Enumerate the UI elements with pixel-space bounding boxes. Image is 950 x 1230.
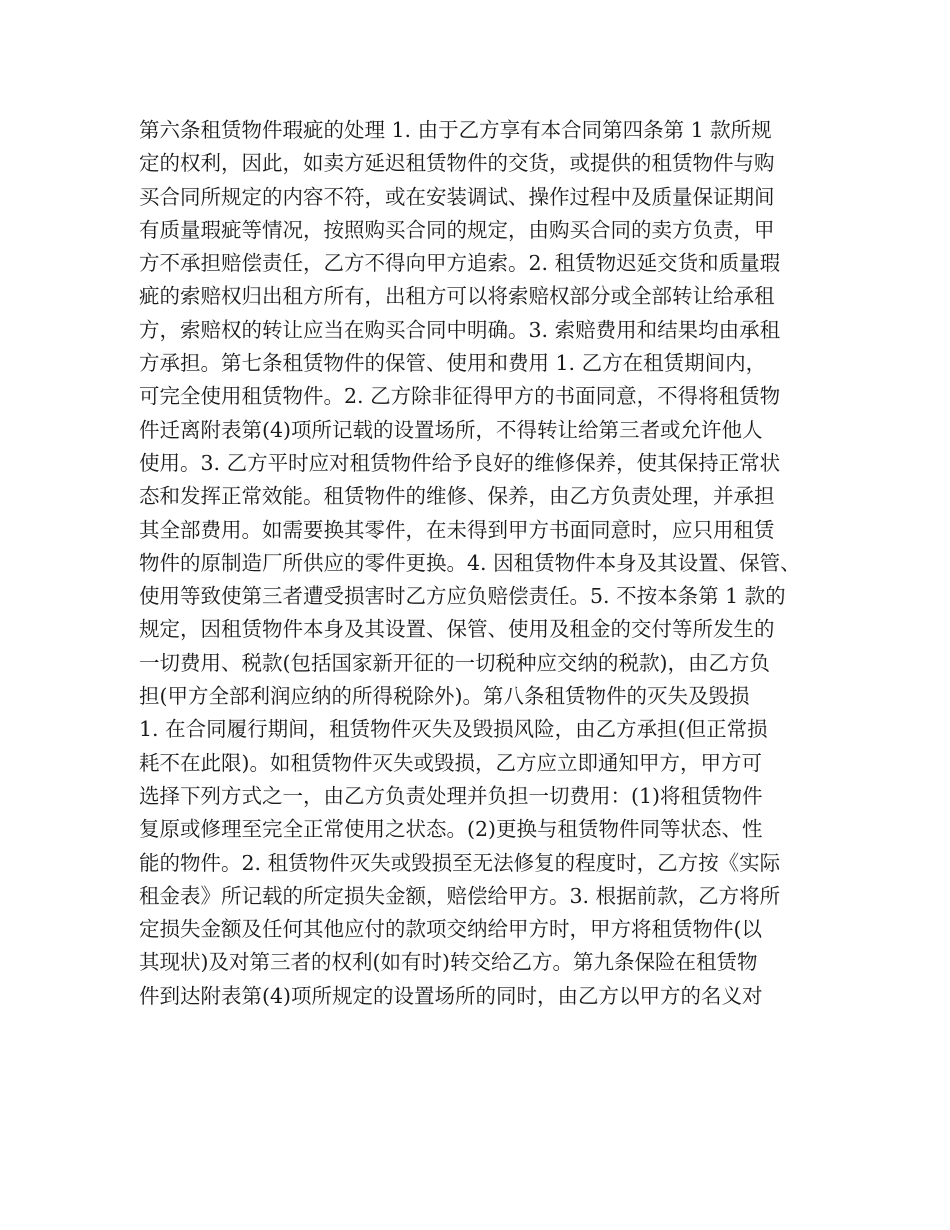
- text-line: 1. 在合同履行期间，租赁物件灭失及毁损风险，由乙方承担(但正常损: [139, 717, 768, 742]
- text-line: 租金表》所记载的所定损失金额，赔偿给甲方。3. 根据前款，乙方将所: [139, 883, 781, 908]
- text-line: 买合同所规定的内容不符，或在安装调试、操作过程中及质量保证期间: [139, 184, 775, 209]
- text-line: 能的物件。2. 租赁物件灭失或毁损至无法修复的程度时，乙方按《实际: [139, 850, 781, 875]
- text-line: 其现状)及对第三者的权利(如有时)转交给乙方。第九条保险在租赁物: [139, 950, 758, 975]
- text-line: 复原或修理至完全正常使用之状态。(2)更换与租赁物件同等状态、性: [139, 817, 763, 842]
- text-line: 耗不在此限)。如租赁物件灭失或毁损，乙方应立即通知甲方，甲方可: [139, 750, 762, 775]
- text-line: 方，索赔权的转让应当在购买合同中明确。3. 索赔费用和结果均由承租: [139, 317, 781, 342]
- text-line: 件迁离附表第(4)项所记载的设置场所，不得转让给第三者或允许他人: [139, 417, 763, 442]
- text-line: 定的权利，因此，如卖方延迟租赁物件的交货，或提供的租赁物件与购: [139, 151, 775, 176]
- text-line: 方承担。第七条租赁物件的保管、使用和费用 1. 乙方在租赁期间内，: [139, 351, 767, 376]
- text-line: 一切费用、税款(包括国家新开征的一切税种应交纳的税款)，由乙方负: [139, 650, 770, 675]
- text-line: 定损失金额及任何其他应付的款项交纳给甲方时，甲方将租赁物件(以: [139, 917, 762, 942]
- contract-text-block: [139, 114, 829, 1013]
- text-line: 担(甲方全部利润应纳的所得税除外)。第八条租赁物件的灭失及毁损: [139, 684, 750, 709]
- text-line: 使用。3. 乙方平时应对租赁物件给予良好的维修保养，使其保持正常状: [139, 450, 781, 475]
- text-line: 第六条租赁物件瑕疵的处理 1. 由于乙方享有本合同第四条第 1 款所规: [139, 118, 772, 142]
- text-line: 规定，因租赁物件本身及其设置、保管、使用及租金的交付等所发生的: [139, 617, 775, 642]
- text-line: 选择下列方式之一，由乙方负责处理并负担一切费用：(1)将租赁物件: [139, 783, 763, 808]
- text-line: 可完全使用租赁物件。2. 乙方除非征得甲方的书面同意，不得将租赁物: [139, 384, 781, 409]
- text-line: 疵的索赔权归出租方所有，出租方可以将索赔权部分或全部转让给承租: [139, 284, 775, 309]
- text-line: 方不承担赔偿责任，乙方不得向甲方追索。2. 租赁物迟延交货和质量瑕: [139, 251, 781, 276]
- text-line: 有质量瑕疵等情况，按照购买合同的规定，由购买合同的卖方负责，甲: [139, 217, 775, 242]
- text-line: 其全部费用。如需要换其零件，在未得到甲方书面同意时，应只用租赁: [139, 517, 775, 542]
- text-line: 使用等致使第三者遭受损害时乙方应负赔偿责任。5. 不按本条第 1 款的: [139, 584, 786, 609]
- text-line: 件到达附表第(4)项所规定的设置场所的同时，由乙方以甲方的名义对: [139, 983, 763, 1008]
- text-line: 态和发挥正常效能。租赁物件的维修、保养，由乙方负责处理，并承担: [139, 484, 775, 509]
- text-line: 物件的原制造厂所供应的零件更换。4. 因租赁物件本身及其设置、保管、: [139, 550, 801, 575]
